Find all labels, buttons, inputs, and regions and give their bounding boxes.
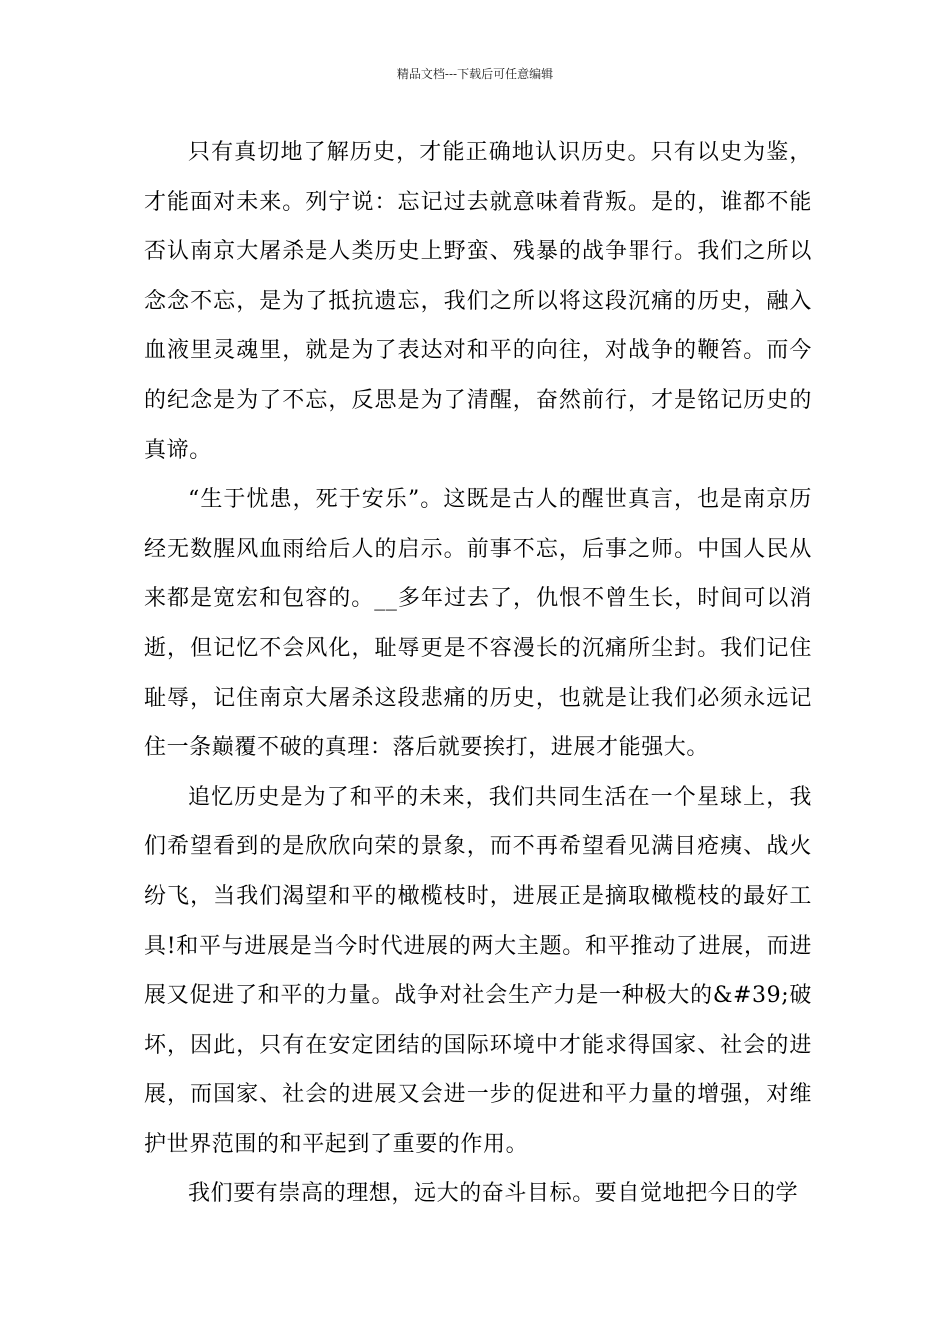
page-header: 精品文档---下载后可任意编辑 — [396, 67, 554, 81]
paragraph-3: 追忆历史是为了和平的未来，我们共同生活在一个星球上，我们希望看到的是欣欣向荣的景象，而不再希望看见满目疮痍、战火纷飞，当我们渴望和平的橄榄枝时，进展正是摘取橄榄枝的最好工具!和平与进展是当今时代进展的两大主题。和平推动了进展，而进展又促进了和平的力量。战争对社会生产力是一种极大的&#39;破坏，因此，只有在安定团结的国际环境中才能求得国家、社会的进展，而国家、社会的进展又会进一步的促进和平力量的增强，对维护世界范围的和平起到了重要的作用。 — [144, 784, 812, 1157]
paragraph-4: 我们要有崇高的理想，远大的奋斗目标。要自觉地把今日的学 — [188, 1181, 799, 1207]
paragraph-1: 只有真切地了解历史，才能正确地认识历史。只有以史为鉴，才能面对未来。列宁说：忘记过去就意味着背叛。是的，谁都不能否认南京大屠杀是人类历史上野蛮、残暴的战争罪行。我们之所以念念不忘，是为了抵抗遗忘，我们之所以将这段沉痛的历史，融入血液里灵魂里，就是为了表达对和平的向往，对战争的鞭笞。而今的纪念是为了不忘，反思是为了清醒，奋然前行，才是铭记历史的真谛。 — [144, 140, 812, 463]
paragraph-2: “生于忧患，死于安乐”。这既是古人的醒世真言，也是南京历经无数腥风血雨给后人的启示。前事不忘，后事之师。中国人民从来都是宽宏和包容的。__多年过去了，仇恨不曾生长，时间可以消逝，但记忆不会风化，耻辱更是不容漫长的沉痛所尘封。我们记住耻辱，记住南京大屠杀这段悲痛的历史，也就是让我们必须永远记住一条巅覆不破的真理：落后就要挨打，进展才能强大。 — [144, 487, 812, 761]
document-body — [144, 128, 812, 1219]
